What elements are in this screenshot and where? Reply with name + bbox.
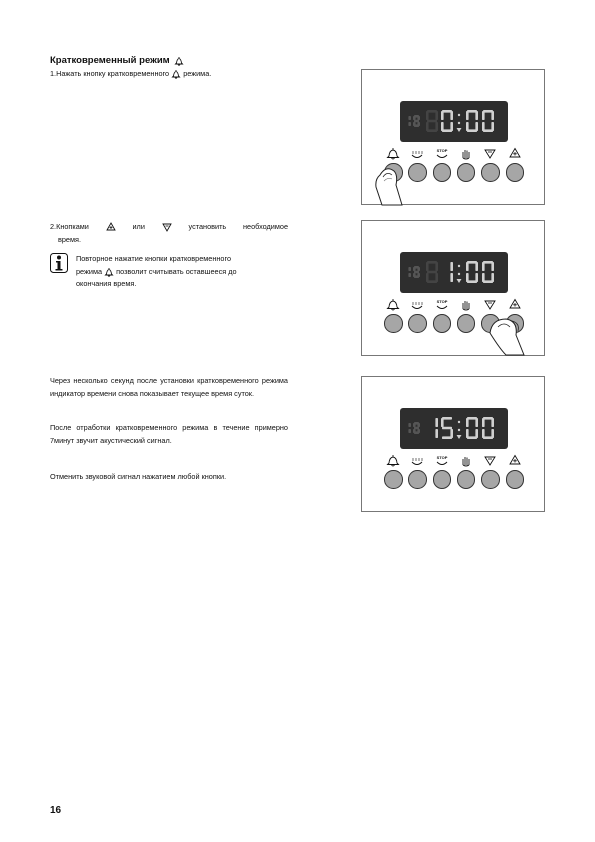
- paragraph-1: Через несколько секунд после установки кратковременного режима индикатор времени снова показывает текущее время суток.: [50, 376, 288, 398]
- hand-icon: [457, 147, 475, 159]
- plus-icon: [506, 298, 524, 310]
- hand-icon: [457, 298, 475, 310]
- cooking-time-button[interactable]: [408, 470, 427, 489]
- stop-button[interactable]: [433, 314, 452, 333]
- stop-button[interactable]: [433, 470, 452, 489]
- bell-button[interactable]: [384, 470, 403, 489]
- step-2-pre: 2.Кнопками: [50, 222, 89, 231]
- step-2-post: установить необходимое: [188, 222, 289, 231]
- time-display: [400, 252, 508, 293]
- segment-digits: [400, 252, 508, 293]
- stop-icon: [433, 298, 451, 310]
- hand-button[interactable]: [457, 314, 476, 333]
- cooking-time-icon: [408, 298, 426, 310]
- stop-icon: [433, 147, 451, 159]
- bell-button[interactable]: [384, 314, 403, 333]
- info-line-1: Повторное нажатие кнопки кратковременного: [76, 254, 232, 263]
- segment-digits: [400, 408, 508, 449]
- control-panel-3: [361, 376, 545, 512]
- minus-icon: [481, 298, 499, 310]
- paragraph-2: После отработки кратковременного режима в течение примерно 7минут звучит акустический сигнал.: [50, 423, 288, 445]
- info-text: [76, 253, 237, 291]
- heading-text: Кратковременный режим: [50, 55, 170, 66]
- info-icon: [50, 253, 68, 273]
- finger-pressing: [372, 165, 417, 205]
- step-2: [50, 221, 288, 246]
- step-2-or: или: [132, 222, 145, 231]
- info-line-2-pre: режима: [76, 266, 103, 276]
- cooking-time-icon: [408, 454, 426, 466]
- page-number: 16: [50, 805, 62, 816]
- minus-icon: [481, 147, 499, 159]
- bell-icon: [384, 147, 402, 159]
- hand-button[interactable]: [457, 470, 476, 489]
- bell-icon: [104, 267, 114, 277]
- button-row: [384, 455, 524, 490]
- plus-button[interactable]: [506, 470, 525, 489]
- step-2-line1: [50, 221, 288, 234]
- plus-button[interactable]: [506, 163, 525, 182]
- minus-button[interactable]: [481, 163, 500, 182]
- plus-icon: [506, 147, 524, 159]
- svg-text:STOP: STOP: [436, 299, 448, 304]
- hand-icon: [457, 454, 475, 466]
- info-note: [50, 253, 288, 291]
- stop-button[interactable]: [433, 163, 452, 182]
- control-panel-2: [361, 220, 545, 356]
- time-display: [400, 408, 508, 449]
- info-line-3: окончания время.: [76, 279, 137, 288]
- info-line-2-post: позволит считывать оставшееся до: [116, 266, 237, 276]
- stop-icon: [433, 454, 451, 466]
- cooking-time-button[interactable]: [408, 314, 427, 333]
- minus-icon: [162, 222, 172, 232]
- minus-button[interactable]: [481, 470, 500, 489]
- bell-icon: [174, 56, 184, 66]
- info-line-2: [76, 266, 237, 279]
- bell-icon: [384, 298, 402, 310]
- plus-icon: [106, 222, 116, 232]
- bell-icon: [171, 69, 181, 79]
- step-2-cont: время.: [58, 234, 81, 244]
- bell-icon: [384, 454, 402, 466]
- svg-text:STOP: STOP: [436, 455, 448, 460]
- section-heading: [50, 55, 184, 66]
- step-1-text: 1.Нажать кнопку кратковременного: [50, 69, 170, 78]
- paragraph-3: Отменить звуковой сигнал нажатием любой кнопки.: [50, 472, 227, 481]
- plus-icon: [506, 454, 524, 466]
- hand-button[interactable]: [457, 163, 476, 182]
- step-1-tail: режима.: [183, 69, 212, 78]
- cooking-time-icon: [408, 147, 426, 159]
- time-display: [400, 101, 508, 142]
- finger-turning: [480, 313, 540, 357]
- step-1: [50, 68, 288, 81]
- minus-icon: [481, 454, 499, 466]
- control-panel-1: [361, 69, 545, 205]
- svg-text:STOP: STOP: [436, 148, 448, 153]
- segment-digits: [400, 101, 508, 142]
